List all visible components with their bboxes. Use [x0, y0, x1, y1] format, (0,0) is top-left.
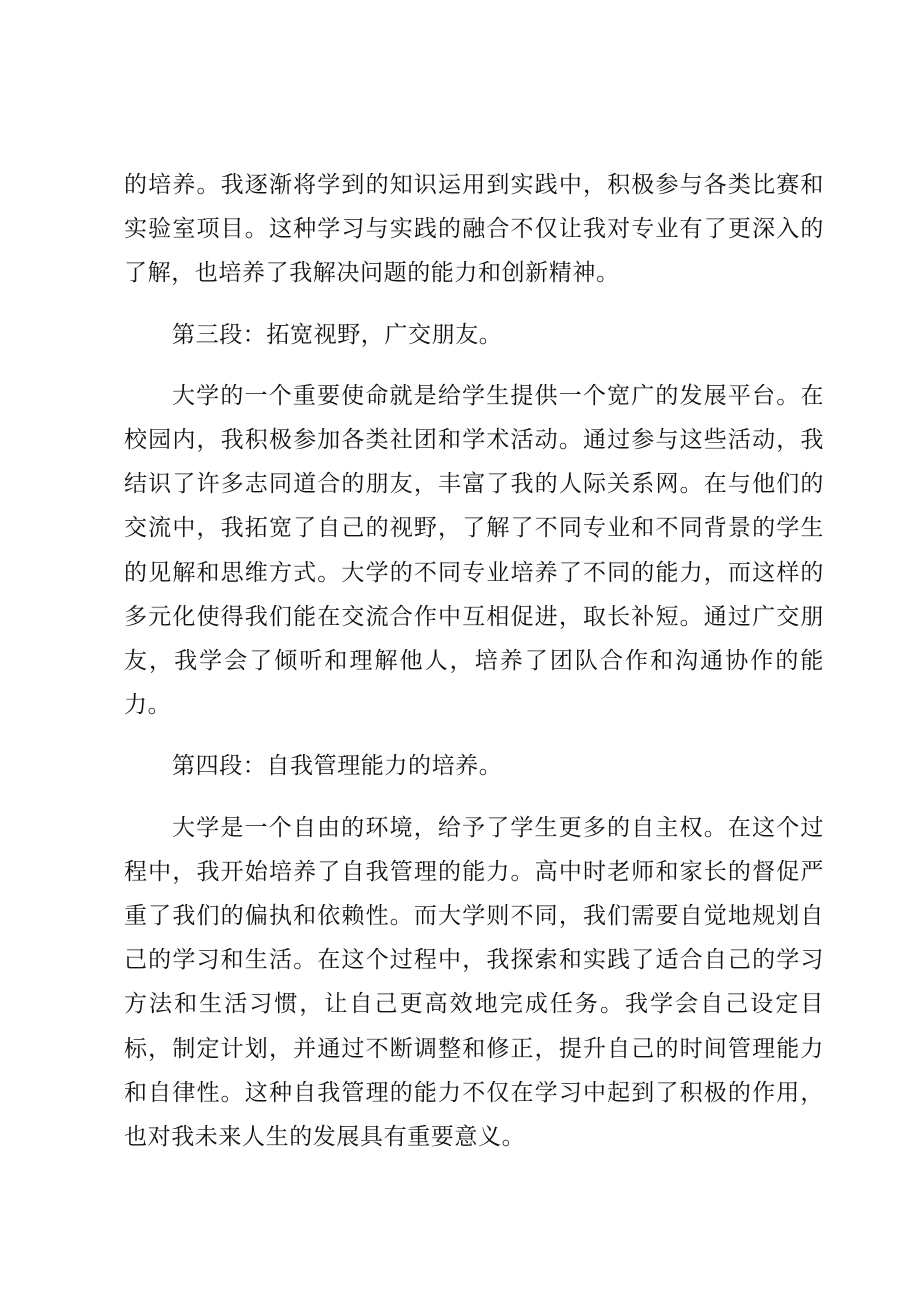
section-heading-four: 第四段：自我管理能力的培养。 [172, 753, 503, 780]
document-body [124, 163, 824, 1176]
paragraph-self-management: 大学是一个自由的环境，给予了学生更多的自主权。在这个过程中，我开始培养了自我管理的能力。高中时老师和家长的督促严重了我们的偏执和依赖性。而大学则不同，我们需要自觉地规划自己的学习和生活。在这个过程中，我探索和实践了适合自己的学习方法和生活习惯，让自己更高效地完成任务。我学会自己设定目标，制定计划，并通过不断调整和修正，提升自己的时间管理能力和自律性。这种自我管理的能力不仅在学习中起到了积极的作用，也对我未来人生的发展具有重要意义。 [124, 814, 824, 1151]
paragraph-continuation: 的培养。我逐渐将学到的知识运用到实践中，积极参与各类比赛和实验室项目。这种学习与实践的融合不仅让我对专业有了更深入的了解，也培养了我解决问题的能力和创新精神。 [124, 172, 824, 287]
paragraph-broaden-horizons: 大学的一个重要使命就是给学生提供一个宽广的发展平台。在校园内，我积极参加各类社团和学术活动。通过参与这些活动，我结识了许多志同道合的朋友，丰富了我的人际关系网。在与他们的交流中，我拓宽了自己的视野，了解了不同专业和不同背景的学生的见解和思维方式。大学的不同专业培养了不同的能力，而这样的多元化使得我们能在交流合作中互相促进，取长补短。通过广交朋友，我学会了倾听和理解他人，培养了团队合作和沟通协作的能力。 [124, 382, 824, 719]
section-heading-three: 第三段：拓宽视野，广交朋友。 [172, 321, 503, 348]
